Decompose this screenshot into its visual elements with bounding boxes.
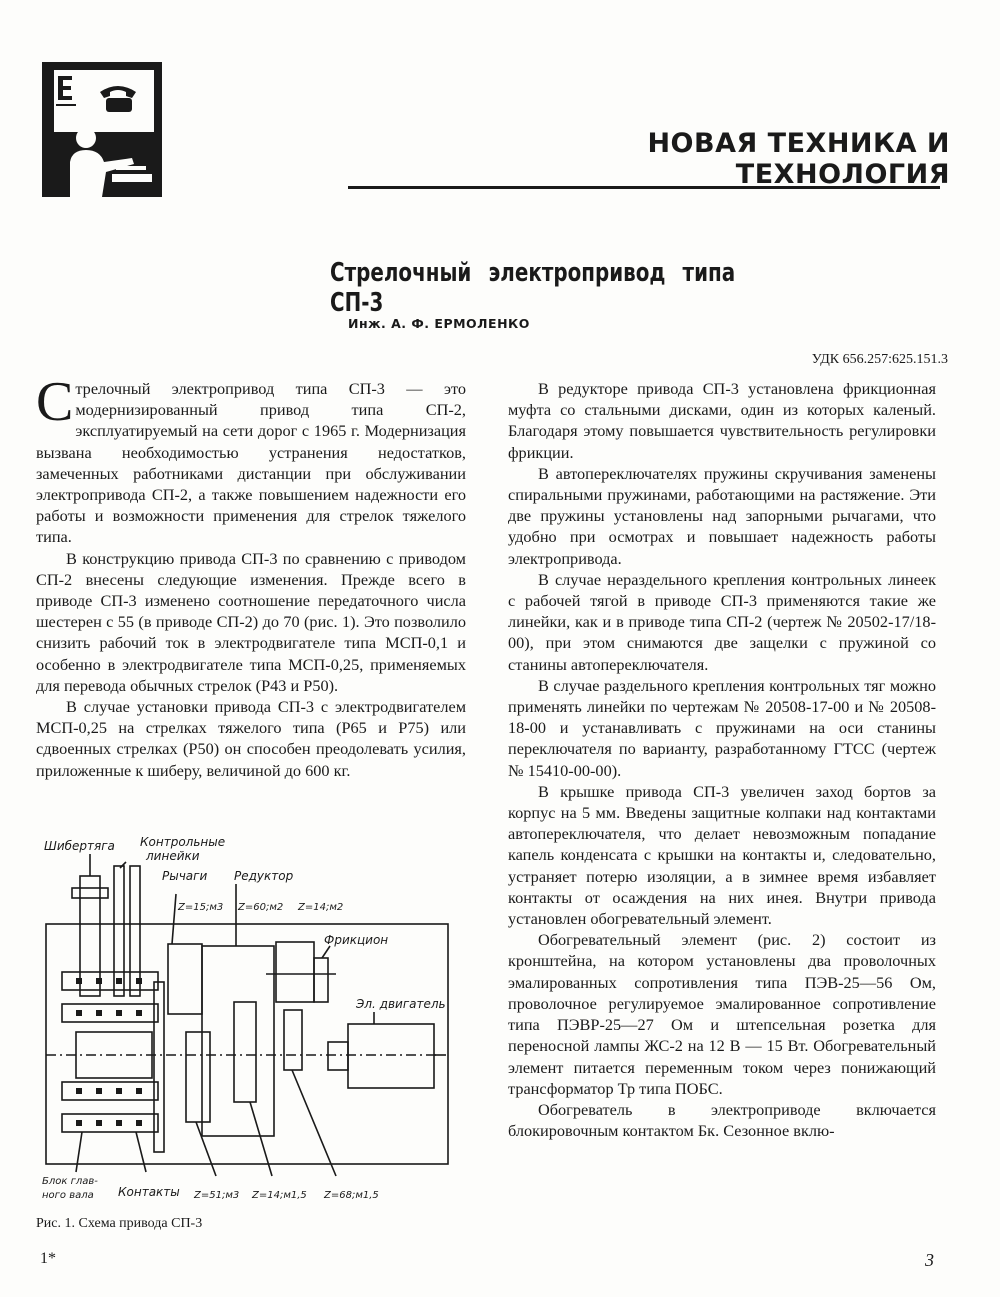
label-gear-5: Z=14;м1,5 [252, 1190, 307, 1201]
paragraph: Стрелочный электропривод типа СП-3 — это модернизированный привод типа СП-2, эксплуатируемый на сети дорог с 1965 г. Модернизация вызвана необходимостью устранения недостатков, замеченных работниками дистанции при обслуживании электропривода СП-2, а также повышением надежности его работы и возможности применения для стрелок тяжелого типа. [36, 371, 466, 547]
section-rubric: НОВАЯ ТЕХНИКА И ТЕХНОЛОГИЯ [647, 128, 950, 190]
label-motor: Эл. двигатель [356, 997, 446, 1011]
label-gear-6: Z=68;м1,5 [324, 1190, 379, 1201]
label-contacts: Контакты [118, 1185, 180, 1199]
page-number: 3 [925, 1250, 934, 1270]
paragraph: В автопереключателях пружины скручивания заменены спиральными пружинами, работающими на растяжение. Эти две пружины установлены над запорными рычагами, что удобно при осмотрах и повышает надежность работы электропривода. [508, 463, 936, 568]
label-control-rulers-2: линейки [146, 849, 200, 863]
signature-mark: 1* [40, 1250, 56, 1267]
udk-code: УДК 656.257:625.151.3 [811, 352, 948, 367]
left-column [36, 371, 466, 781]
figure-drive-scheme [36, 832, 466, 1208]
label-friction: Фрикцион [324, 933, 389, 947]
rubric-rule [348, 186, 940, 189]
paragraph: В случае раздельного крепления контрольных тяг можно применять линейки по чертежам № 20508-17-00 и № 20508-18-00 и устанавливать с пружинами на оси станины переключателя по варианту, разработанному ГТСС (чертеж № 15410-00-00). [508, 675, 936, 780]
label-shibertyaga: Шибертяга [44, 839, 115, 853]
label-gear-4: Z=51;м3 [194, 1190, 240, 1201]
label-control-rulers-1: Контрольные [140, 835, 226, 849]
label-levers: Рычаги [162, 869, 208, 883]
label-main-shaft-1: Блок глав- [42, 1176, 98, 1187]
rubric-logo [42, 62, 162, 197]
label-reducer: Редуктор [234, 869, 294, 883]
label-gear-3: Z=14;м2 [298, 902, 344, 913]
drop-cap: С [36, 371, 74, 433]
paragraph: Обогреватель в электроприводе включается блокировочным контактом Бк. Сезонное вклю- [508, 1099, 936, 1141]
right-column [508, 378, 936, 1141]
paragraph: В редукторе привода СП-3 установлена фрикционная муфта со стальными дисками, один из которых каленый. Благодаря этому повышается чувствительность регулировки фрикции. [508, 379, 936, 462]
label-gear-1: Z=15;м3 [178, 902, 224, 913]
article-author: Инж. А. Ф. ЕРМОЛЕНКО [348, 316, 530, 331]
paragraph: В случае нераздельного крепления контрольных линеек с рабочей тягой в приводе СП-3 применяются такие же линейки, как и в приводе типа СП-2 (чертеж № 20502-17/18-00), при этом снимаются две защелки с пружиной со станины автопереключателя. [508, 569, 936, 674]
paragraph: В конструкцию привода СП-3 по сравнению с приводом СП-2 внесены следующие изменения. Прежде всего в приводе СП-3 изменено соотношение передаточного числа шестерен с 55 (в приводе СП-2) до 70 (рис. 1). Это позволило снизить рабочий ток в электродвигателе типа МСП-0,1 и особенно в электродвигателе типа МСП-0,25, применяемых для перевода обычных стрелок (Р43 и Р50). [36, 548, 466, 695]
paragraph: В крышке привода СП-3 увеличен заход бортов за корпус на 5 мм. Введены защитные колпаки над контактами автопереключателя, что делает невозможным попадание капель конденсата с крышки на контакты и, следовательно, устраняет потерю изоляции, а в зимнее время избавляет контакты от осаждения на них инея. Внутри привода установлен обогревательный элемент. [508, 781, 936, 929]
figure-caption: Рис. 1. Схема привода СП-3 [36, 1216, 203, 1231]
paragraph: В случае установки привода СП-3 с электродвигателем МСП-0,25 на стрелках тяжелого типа (Р65 и Р75) или сдвоенных стрелках (Р50) он способен преодолевать усилия, приложенные к шиберу, величиной до 600 кг. [36, 697, 466, 780]
article-title: Стрелочный электропривод типа СП-3 [330, 258, 736, 318]
housing-outline [46, 924, 448, 1164]
label-gear-2: Z=60;м2 [238, 902, 284, 913]
paragraph: Обогревательный элемент (рис. 2) состоит из кронштейна, на котором установлены два проволочных эмалированных сопротивления типа ПЭВ-25—56 Ом, проволочное регулируемое эмалированное сопротивление типа ПЭВР-25—27 Ом и штепсельная розетка для переносной лампы ЖС-2 на 12 В — 15 Вт. Обогревательный элемент питается переменным током через понижающий трансформатор Тр типа ПОБС. [508, 930, 936, 1098]
label-main-shaft-2: ного вала [42, 1190, 94, 1201]
